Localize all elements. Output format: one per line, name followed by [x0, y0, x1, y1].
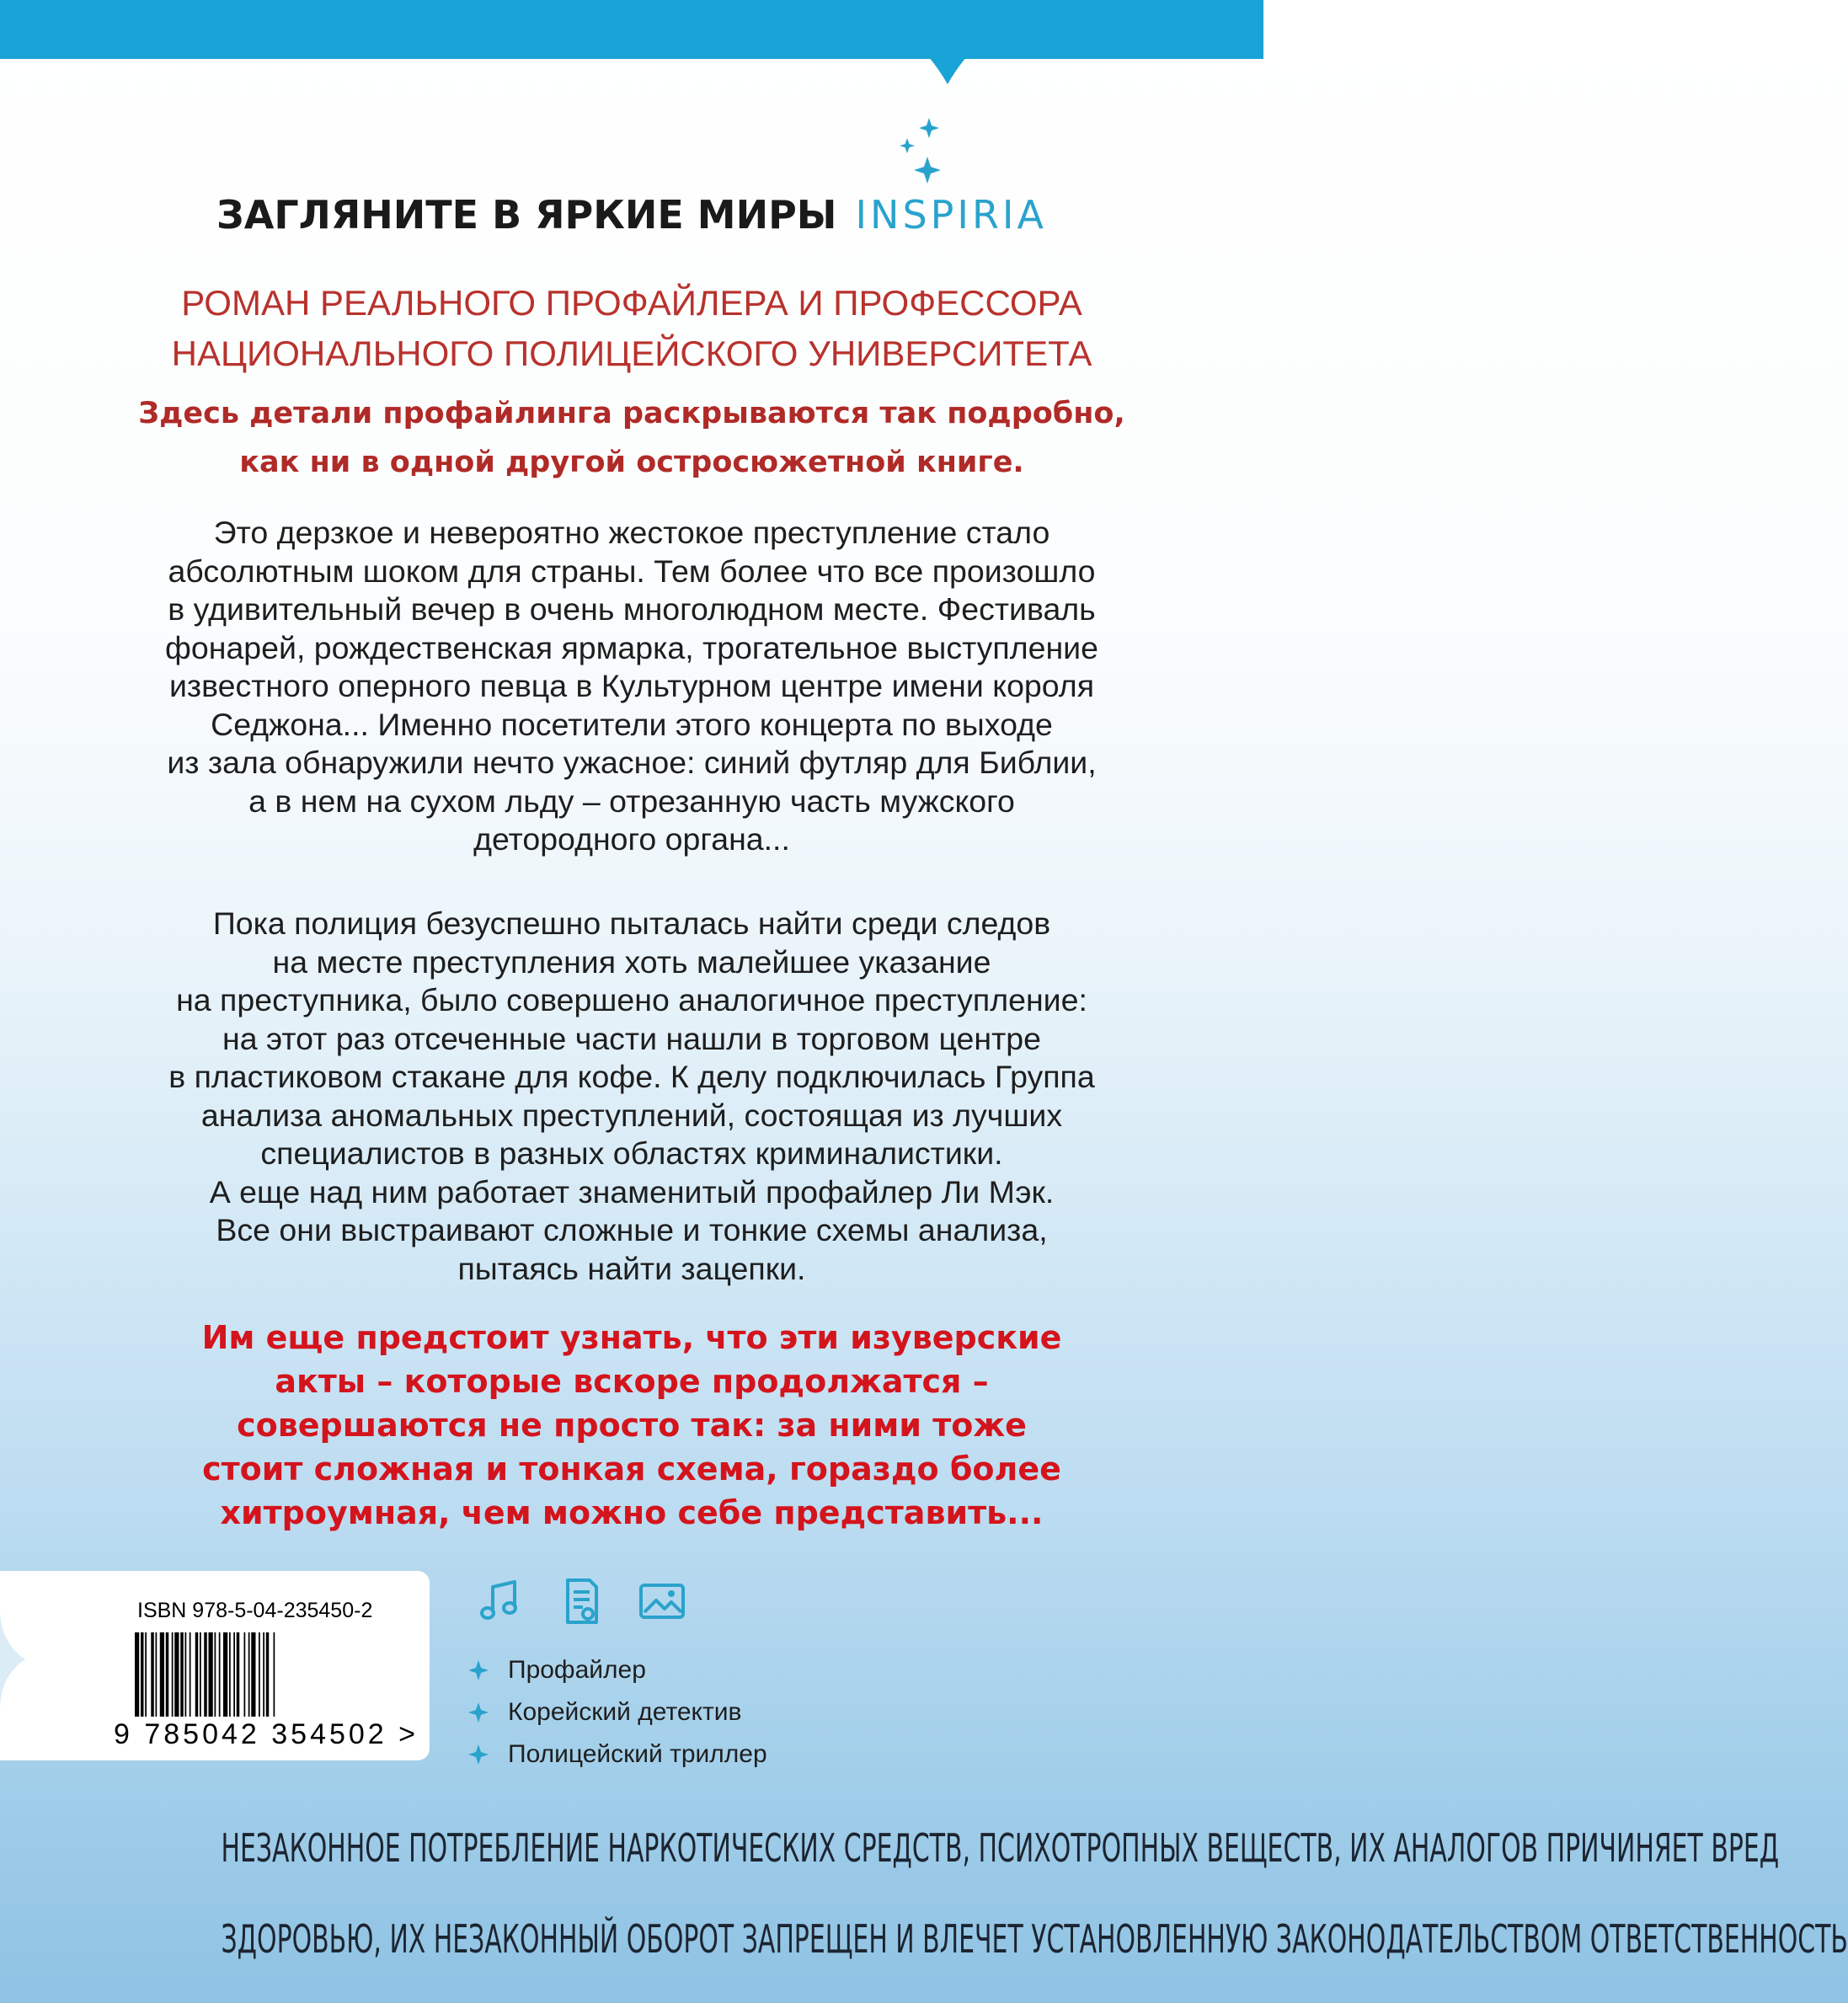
barcode-bar [219, 1632, 221, 1717]
text-line: в удивительный вечер в очень многолюдном месте. Фестиваль [168, 591, 1096, 627]
barcode-bar [209, 1632, 213, 1717]
text-line: в пластиковом стакане для кофе. К делу подключилась Группа [168, 1059, 1095, 1094]
music-note-icon [476, 1577, 525, 1626]
tagline-line: Здесь детали профайлинга раскрываются так подробно, [138, 397, 1125, 430]
text-line: детородного органа... [473, 821, 790, 857]
text-line: Это дерзкое и невероятно жестокое преступление стало [213, 515, 1050, 550]
text-line: абсолютным шоком для страны. Тем более что все произошло [168, 553, 1096, 589]
barcode-bar [233, 1632, 235, 1717]
barcode-bar [251, 1632, 255, 1717]
synopsis-paragraph-2 [84, 905, 1179, 1288]
text-line: пытаясь найти зацепки. [457, 1250, 806, 1286]
warning-line: НЕЗАКОННОЕ ПОТРЕБЛЕНИЕ НАРКОТИЧЕСКИХ СРЕДСТВ, ПСИХОТРОПНЫХ ВЕЩЕСТВ, ИХ АНАЛОГОВ ПРИЧИНЯЕТ ВРЕД [221, 1825, 1780, 1871]
star-icon [467, 1701, 489, 1723]
barcode-digits: 9 785042 354502 > [114, 1718, 419, 1750]
barcode-bar [190, 1632, 191, 1717]
genre-label: Профайлер [508, 1656, 646, 1684]
barcode-bar [151, 1632, 154, 1717]
barcode-bar [263, 1632, 264, 1717]
teaser-line: хитроумная, чем можно себе представить... [220, 1494, 1044, 1531]
barcode-bar [185, 1632, 187, 1717]
warning-line: ЗДОРОВЬЮ, ИХ НЕЗАКОННЫЙ ОБОРОТ ЗАПРЕЩЕН И ВЛЕЧЕТ УСТАНОВЛЕННУЮ ЗАКОНОДАТЕЛЬСТВОМ ОТВЕТСТВЕННОСТЬ [221, 1916, 1848, 1962]
subtitle-line: НАЦИОНАЛЬНОГО ПОЛИЦЕЙСКОГО УНИВЕРСИТЕТА [171, 334, 1092, 373]
barcode-image [135, 1632, 387, 1717]
ebook-icon [558, 1577, 606, 1626]
text-line: на преступника, было совершено аналогичное преступление: [176, 982, 1087, 1018]
genre-list [467, 1649, 767, 1776]
text-line: известного оперного певца в Культурном центре имени короля [168, 668, 1094, 703]
legal-warning [0, 1803, 1848, 1984]
teaser-line: Им еще предстоит узнать, что эти изуверские [201, 1319, 1062, 1356]
text-line: специалистов в разных областях криминалистики. [260, 1135, 1003, 1171]
barcode-bar [259, 1632, 260, 1717]
text-line: Все они выстраивают сложные и тонкие схемы анализа, [216, 1212, 1048, 1247]
teaser-line: совершаются не просто так: за ними тоже [237, 1407, 1027, 1444]
barcode-bar [248, 1632, 250, 1717]
barcode-bar [135, 1632, 139, 1717]
barcode-bar [145, 1632, 147, 1717]
genre-item [467, 1733, 767, 1776]
barcode-bar [237, 1632, 240, 1717]
tagline-line: как ни в одной другой остросюжетной книге. [239, 446, 1024, 479]
barcode-bar [229, 1632, 231, 1717]
imprint-header [0, 192, 1263, 238]
format-icons [476, 1577, 695, 1627]
text-line: Седжона... Именно посетители этого концерта по выходе [211, 706, 1053, 742]
teaser-line: акты – которые вскоре продолжатся – [275, 1363, 989, 1400]
text-line: фонарей, рождественская ярмарка, трогательное выступление [165, 629, 1098, 665]
genre-item [467, 1691, 767, 1733]
barcode-bar [204, 1632, 207, 1717]
sparkle-icon [897, 118, 956, 194]
barcode-notch-decoration [0, 1575, 30, 1744]
barcode-bar [223, 1632, 227, 1717]
barcode-bar [141, 1632, 144, 1717]
text-line: анализа аномальных преступлений, состоящая из лучших [200, 1097, 1063, 1133]
teaser-block [76, 1316, 1188, 1535]
barcode-bar [200, 1632, 201, 1717]
header-lead: ЗАГЛЯНИТЕ В ЯРКИЕ МИРЫ [216, 192, 837, 238]
barcode-bar [166, 1632, 169, 1717]
star-icon [467, 1659, 489, 1681]
barcode-bar [174, 1632, 179, 1717]
top-color-band [0, 0, 1263, 59]
synopsis-paragraph-1 [84, 514, 1179, 859]
barcode-bar [172, 1632, 174, 1717]
image-icon [638, 1577, 686, 1626]
subtitle-line: РОМАН РЕАЛЬНОГО ПРОФАЙЛЕРА И ПРОФЕССОРА [181, 283, 1082, 323]
tagline [51, 389, 1213, 487]
text-line: а в нем на сухом льду – отрезанную часть мужского [248, 783, 1015, 819]
text-line: А еще над ним работает знаменитый профайлер Ли Мэк. [209, 1173, 1055, 1210]
barcode-bar [274, 1632, 275, 1717]
star-icon [467, 1744, 489, 1765]
text-line: из зала обнаружили нечто ужасное: синий футляр для Библии, [167, 745, 1097, 780]
barcode-bar [160, 1632, 164, 1717]
top-notch-decoration [847, 17, 1049, 84]
brand-name: INSPIRIA [855, 192, 1047, 238]
subtitle [84, 278, 1179, 379]
teaser-line: стоит сложная и тонкая схема, гораздо более [202, 1450, 1061, 1488]
text-line: на этот раз отсеченные части нашли в торговом центре [222, 1020, 1041, 1056]
barcode-bar [180, 1632, 184, 1717]
text-line: Пока полиция безуспешно пыталась найти среди следов [212, 905, 1051, 941]
barcode-bar [156, 1632, 158, 1717]
genre-label: Полицейский триллер [508, 1740, 767, 1768]
barcode-bar [215, 1632, 216, 1717]
genre-item [467, 1649, 767, 1691]
isbn-number: ISBN 978-5-04-235450-2 [137, 1599, 373, 1622]
genre-label: Корейский детектив [508, 1698, 742, 1726]
barcode-bar [266, 1632, 270, 1717]
barcode-bar [244, 1632, 246, 1717]
barcode-bar [195, 1632, 199, 1717]
text-line: на месте преступления хоть малейшее указание [272, 943, 991, 980]
